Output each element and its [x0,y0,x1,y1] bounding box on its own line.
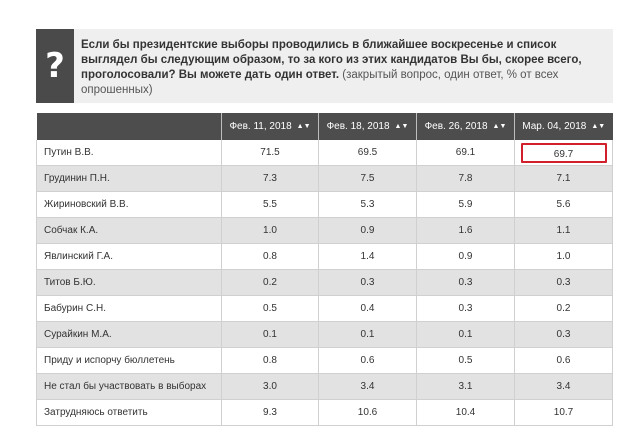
header-label: Фев. 26, 2018 [424,121,488,132]
header-date-3[interactable] [417,113,515,140]
candidate-name: Сурайкин М.А. [37,322,222,348]
value-cell: 10.4 [417,400,515,426]
value-cell: 3.4 [319,374,417,400]
value-cell: 0.6 [515,348,613,374]
value-cell: 0.2 [515,296,613,322]
value-cell: 3.0 [222,374,319,400]
value-cell: 69.1 [417,140,515,166]
candidate-name: Грудинин П.Н. [37,166,222,192]
value-cell: 5.9 [417,192,515,218]
sort-icon[interactable]: ▲▼ [591,123,606,130]
value-cell: 71.5 [222,140,319,166]
header-date-2[interactable] [319,113,417,140]
value-cell: 0.4 [319,296,417,322]
value-cell: 0.9 [417,244,515,270]
value-cell: 1.6 [417,218,515,244]
value-cell: 7.5 [319,166,417,192]
table-row [37,348,613,374]
value-cell: 5.5 [222,192,319,218]
question-mark-icon: ? [36,29,74,103]
candidate-name: Явлинский Г.А. [37,244,222,270]
value-cell: 1.4 [319,244,417,270]
table-header-row [37,113,613,140]
candidate-name: Титов Б.Ю. [37,270,222,296]
question-text [81,38,606,98]
header-date-4[interactable] [515,113,613,140]
table-row [37,374,613,400]
value-cell: 0.3 [417,270,515,296]
value-cell: 0.1 [417,322,515,348]
table-row [37,322,613,348]
candidate-name: Жириновский В.В. [37,192,222,218]
value-cell: 7.8 [417,166,515,192]
value-cell: 0.1 [222,322,319,348]
value-cell: 5.6 [515,192,613,218]
highlighted-cell [515,140,613,166]
value-cell: 7.3 [222,166,319,192]
table-row [37,192,613,218]
candidate-name: Собчак К.А. [37,218,222,244]
value-cell: 0.8 [222,348,319,374]
table-row [37,270,613,296]
value-cell: 0.9 [319,218,417,244]
candidate-name: Бабурин С.Н. [37,296,222,322]
sort-icon[interactable]: ▲▼ [394,123,409,130]
value-cell: 0.3 [319,270,417,296]
value-cell: 69.5 [319,140,417,166]
value-cell: 10.6 [319,400,417,426]
value-cell: 1.1 [515,218,613,244]
candidate-name: Затрудняюсь ответить [37,400,222,426]
header-label: Фев. 11, 2018 [229,121,292,132]
table-row [37,140,613,166]
value-cell: 9.3 [222,400,319,426]
header-label: Мар. 04, 2018 [522,121,587,132]
value-cell: 0.2 [222,270,319,296]
value-cell: 0.3 [417,296,515,322]
table-row [37,218,613,244]
value-cell: 0.6 [319,348,417,374]
sort-icon[interactable]: ▲▼ [296,123,311,130]
results-table [36,113,613,426]
value-cell: 1.0 [515,244,613,270]
table-row [37,244,613,270]
value-cell: 0.5 [417,348,515,374]
value-cell: 5.3 [319,192,417,218]
value-cell: 10.7 [515,400,613,426]
candidate-name: Не стал бы участвовать в выборах [37,374,222,400]
question-note: (закрытый вопрос, один ответ, % от всех опрошенных) [81,69,559,96]
value-cell: 0.3 [515,270,613,296]
value-cell: 3.1 [417,374,515,400]
question-block [36,29,613,103]
value-cell: 0.3 [515,322,613,348]
value-cell: 1.0 [222,218,319,244]
table-row [37,166,613,192]
highlighted-value: 69.7 [521,143,607,163]
header-label: Фев. 18, 2018 [326,121,390,132]
table-row [37,296,613,322]
value-cell: 3.4 [515,374,613,400]
question-bold-text: Если бы президентские выборы проводились в ближайшее воскресенье и список выглядел бы следующим образом, то за кого из этих кандидатов Вы бы, скорее всего, проголосовали? Вы можете дать один ответ. [81,39,582,81]
table-row [37,400,613,426]
header-date-1[interactable] [222,113,319,140]
candidate-name: Путин В.В. [37,140,222,166]
value-cell: 0.1 [319,322,417,348]
sort-icon[interactable]: ▲▼ [492,123,507,130]
value-cell: 7.1 [515,166,613,192]
header-candidate [37,113,222,140]
candidate-name: Приду и испорчу бюллетень [37,348,222,374]
value-cell: 0.8 [222,244,319,270]
value-cell: 0.5 [222,296,319,322]
